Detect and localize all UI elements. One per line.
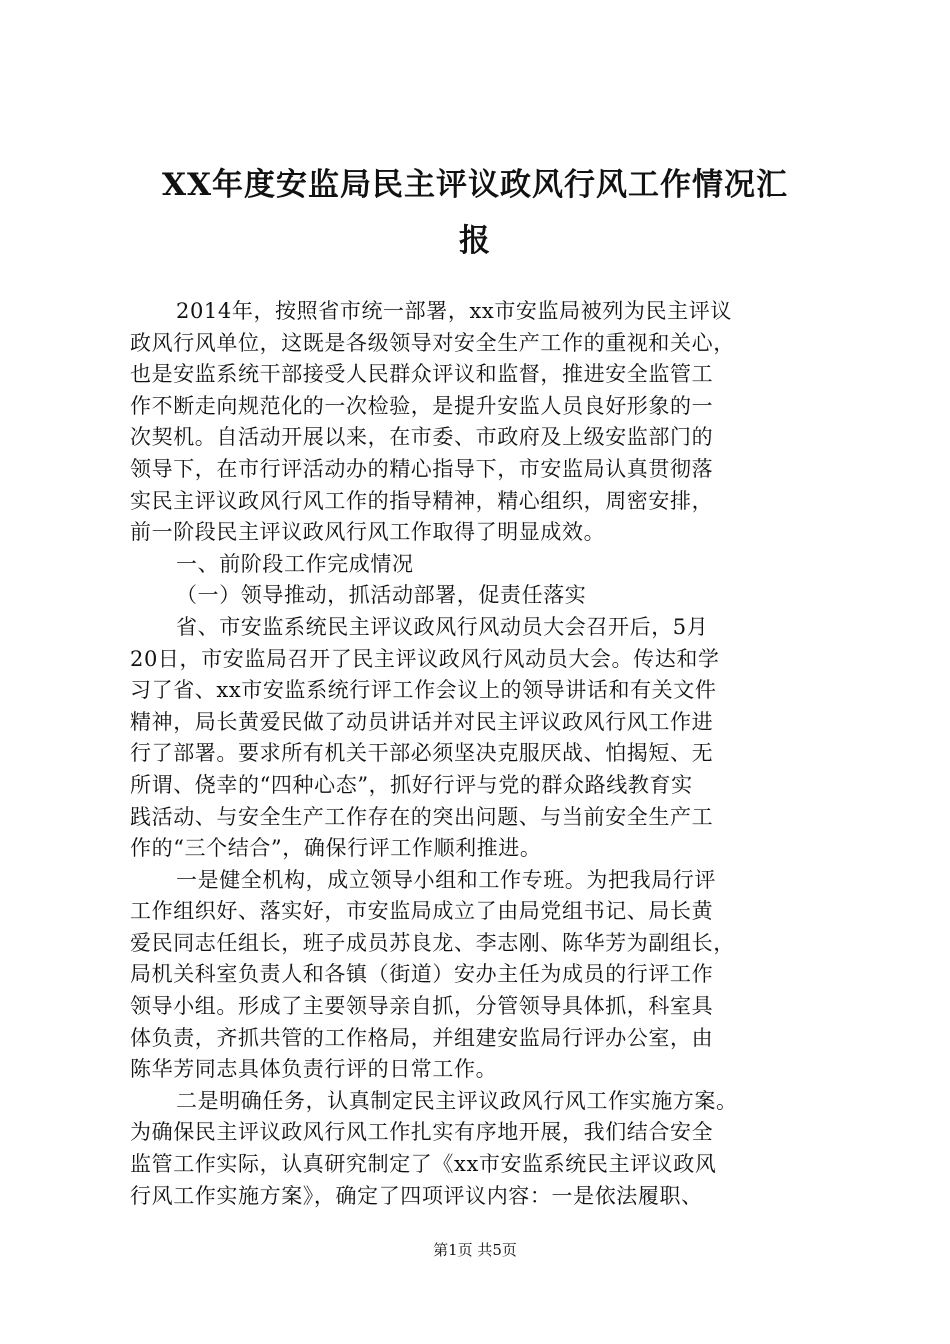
paragraph-line: 局机关科室负责人和各镇（街道）安办主任为成员的行评工作	[130, 962, 714, 987]
paragraph-line: 省、市安监系统民主评议政风行风动员大会召开后，5月	[176, 614, 709, 639]
paragraph-line: 一是健全机构，成立领导小组和工作专班。为把我局行评	[176, 867, 716, 892]
paragraph-line: 20日，市安监局召开了民主评议政风行风动员大会。传达和学	[130, 646, 720, 671]
paragraph-line: 所谓、侥幸的“四种心态”，抓好行评与党的群众路线教育实	[130, 772, 693, 797]
paragraph-line: 2014年，按照省市统一部署，xx市安监局被列为民主评议	[176, 299, 732, 323]
paragraph-line: 监管工作实际，认真研究制定了《xx市安监系统民主评议政风	[130, 1152, 717, 1177]
paragraph-line: 工作组织好、落实好，市安监局成立了由局党组书记、局长黄	[130, 899, 714, 924]
paragraph-line: 践活动、与安全生产工作存在的突出问题、与当前安全生产工	[130, 804, 714, 829]
page-number: 第1页 共5页	[433, 1241, 517, 1259]
paragraph-line: 体负责，齐抓共管的工作格局，并组建安监局行评办公室，由	[130, 1025, 714, 1050]
paragraph-line: 领导小组。形成了主要领导亲自抓，分管领导具体抓，科室具	[130, 994, 714, 1019]
paragraph-line: 次契机。自活动开展以来，在市委、市政府及上级安监部门的	[130, 425, 714, 450]
section-heading: 一、前阶段工作完成情况	[176, 551, 414, 576]
paragraph-line: 行了部署。要求所有机关干部必须坚决克服厌战、怕揭短、无	[130, 741, 714, 766]
paragraph-line: 精神，局长黄爱民做了动员讲话并对民主评议政风行风工作进	[130, 709, 714, 734]
paragraph-line: 二是明确任务，认真制定民主评议政风行风工作实施方案。	[176, 1088, 738, 1113]
paragraph-line: 实民主评议政风行风工作的指导精神，精心组织，周密安排，	[130, 488, 714, 513]
document-title-continued: 报	[459, 223, 491, 259]
paragraph-line: 前一阶段民主评议政风行风工作取得了明显成效。	[130, 520, 606, 545]
paragraph-line: 行风工作实施方案》，确定了四项评议内容：一是依法履职、	[130, 1183, 703, 1208]
paragraph-line: 政风行风单位，这既是各级领导对安全生产工作的重视和关心，	[130, 330, 735, 355]
paragraph-line: 作的“三个结合”，确保行评工作顺利推进。	[130, 836, 542, 861]
paragraph-line: 作不断走向规范化的一次检验，是提升安监人员良好形象的一	[130, 393, 714, 418]
paragraph-line: 也是安监系统干部接受人民群众评议和监督，推进安全监管工	[130, 362, 714, 387]
paragraph-line: 陈华芳同志具体负责行评的日常工作。	[130, 1057, 498, 1082]
subsection-heading: （一）领导推动，抓活动部署，促责任落实	[176, 583, 587, 608]
paragraph-line: 爱民同志任组长，班子成员苏良龙、李志刚、陈华芳为副组长，	[130, 930, 735, 955]
paragraph-line: 领导下，在市行评活动办的精心指导下，市安监局认真贯彻落	[130, 456, 714, 481]
document-body	[130, 296, 850, 1212]
document-title: XX年度安监局民主评议政风行风工作情况汇	[161, 167, 789, 203]
paragraph-line: 习了省、xx市安监系统行评工作会议上的领导讲话和有关文件	[130, 678, 717, 703]
paragraph-line: 为确保民主评议政风行风工作扎实有序地开展，我们结合安全	[130, 1120, 714, 1145]
